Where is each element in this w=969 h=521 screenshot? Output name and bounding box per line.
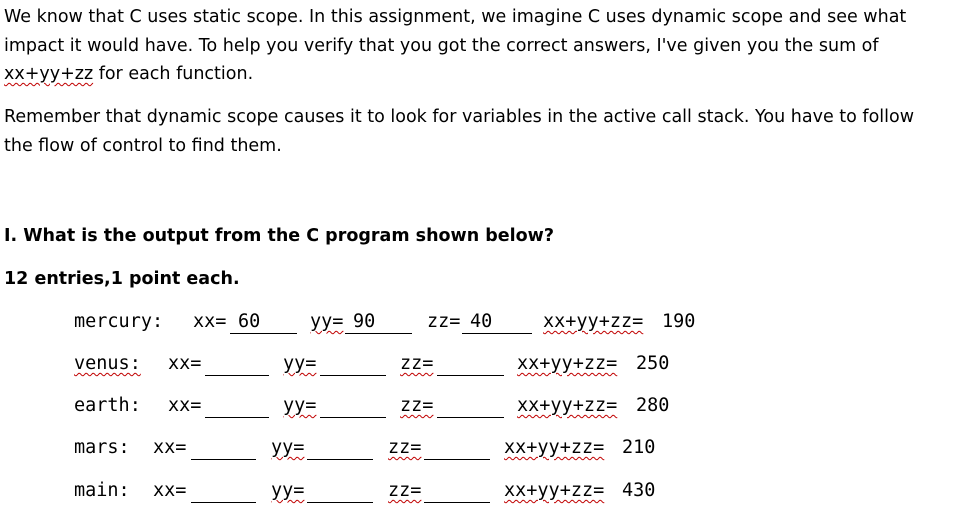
zz-answer[interactable]: [424, 436, 490, 460]
yy-answer[interactable]: [307, 479, 373, 503]
sum-label: xx+yy+zz=: [504, 437, 605, 458]
intro-text: We know that C uses static scope. In this assignment, we imagine C uses dynamic scope and see what impact it would have. To help you verify that you got the correct answers, I've given you the sum of: [4, 7, 907, 56]
zz-label: zz=: [388, 437, 422, 458]
yy-label: yy=: [283, 395, 317, 416]
zz-answer[interactable]: [437, 352, 504, 376]
question-title: I. What is the output from the C program shown below?: [4, 226, 555, 246]
sum-value: 210: [622, 437, 656, 458]
sum-value: 430: [622, 480, 656, 501]
xx-label: xx=: [153, 480, 187, 501]
intro-paragraph: [4, 3, 934, 89]
function-name: earth:: [74, 395, 141, 416]
function-name: venus:: [74, 353, 141, 374]
xx-answer[interactable]: [191, 479, 256, 503]
zz-label: zz=: [427, 311, 461, 332]
function-name: main:: [74, 480, 130, 501]
zz-label: zz=: [400, 353, 434, 374]
yy-answer[interactable]: [320, 394, 386, 418]
xx-label: xx=: [168, 395, 202, 416]
xx-label: xx=: [168, 353, 202, 374]
xx-answer[interactable]: [205, 394, 269, 418]
reminder-paragraph: Remember that dynamic scope causes it to look for variables in the active call stack. You have to follow the flow of control to find them.: [4, 107, 915, 156]
sum-label: xx+yy+zz=: [543, 311, 644, 332]
xx-answer[interactable]: 60: [230, 310, 297, 334]
sum-label: xx+yy+zz=: [517, 353, 618, 374]
sum-value: 250: [636, 353, 670, 374]
sum-value: 280: [636, 395, 670, 416]
question-points: 12 entries,1 point each.: [4, 269, 240, 289]
yy-answer[interactable]: 90: [345, 310, 412, 334]
zz-label: zz=: [400, 395, 434, 416]
yy-answer[interactable]: [320, 352, 386, 376]
sum-value: 190: [662, 311, 696, 332]
yy-label: yy=: [271, 480, 305, 501]
yy-label: yy=: [310, 311, 344, 332]
xx-label: xx=: [153, 437, 187, 458]
xx-answer[interactable]: [205, 352, 269, 376]
xx-answer[interactable]: [191, 436, 256, 460]
function-name: mars:: [74, 437, 130, 458]
yy-label: yy=: [283, 353, 317, 374]
zz-answer[interactable]: 40: [462, 310, 532, 334]
zz-answer[interactable]: [437, 394, 504, 418]
yy-answer[interactable]: [307, 436, 373, 460]
zz-answer[interactable]: [424, 479, 490, 503]
function-name: mercury:: [74, 311, 164, 332]
sum-label: xx+yy+zz=: [517, 395, 618, 416]
zz-label: zz=: [388, 480, 422, 501]
xx-label: xx=: [193, 311, 227, 332]
sum-expression: xx+yy+zz: [4, 64, 94, 84]
sum-label: xx+yy+zz=: [504, 480, 605, 501]
intro-text-end: for each function.: [93, 64, 254, 84]
yy-label: yy=: [271, 437, 305, 458]
